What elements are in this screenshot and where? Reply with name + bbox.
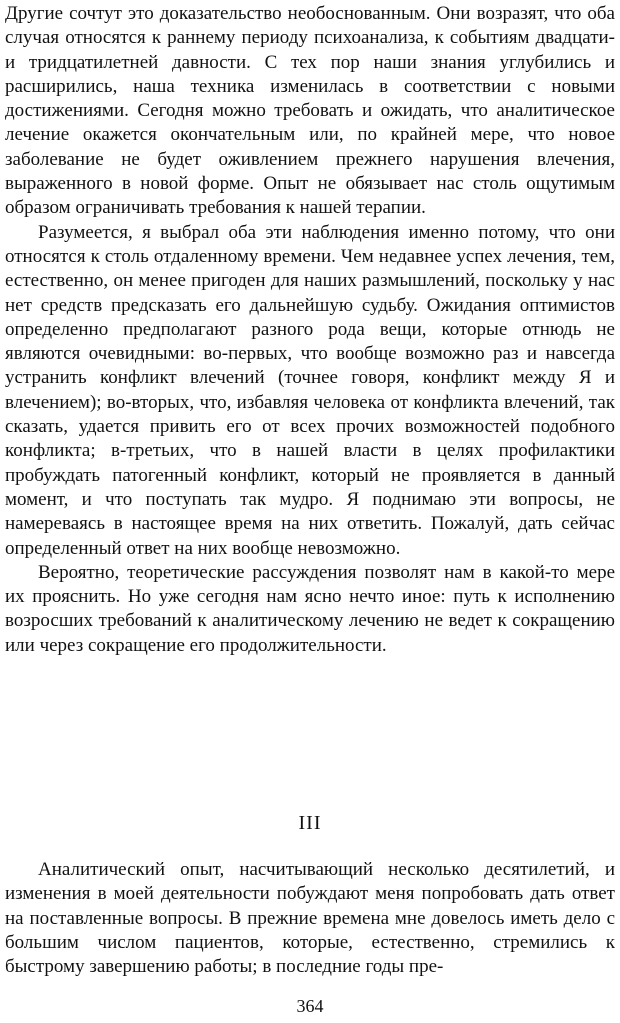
paragraph-3: Вероятно, теоретические рассуждения позволят нам в какой-то мере их прояснить. Но уже сегодня нам ясно нечто иное: путь к исполнению возросших требований к аналитическому лечению не ведет к сокращению или через сокращение его продолжительности. [5, 561, 615, 656]
text-block-top [5, 2, 615, 658]
paragraph-4: Аналитический опыт, насчитывающий несколько десятилетий, и изменения в моей деятельности побуждают меня попробовать дать ответ на поставленные вопросы. В прежние времена мне довелось иметь дело с большим числом пациентов, которые, естественно, стремились к быстрому завершению работы; в последние годы пре- [5, 859, 615, 978]
text-block-bottom [5, 858, 615, 979]
section-heading: III [298, 812, 322, 834]
paragraph-1: Другие сочтут это доказательство необоснованным. Они возразят, что оба случая относятся к раннему периоду психоанализа, к событиям двадцати- и тридцатилетней давности. С тех пор наши знания углубились и расширились, наша техника изменилась в соответствии с новыми достижениями. Сегодня можно требовать и ожидать, что аналитическое лечение окажется окончательным или, по крайней мере, что новое заболевание не будет оживлением прежнего нарушения влечения, выраженного в новой форме. Опыт не обязывает нас столь ощутимым образом ограничивать требования к нашей терапии. [5, 3, 615, 219]
paragraph-2: Разумеется, я выбрал оба эти наблюдения именно потому, что они относятся к столь отдаленному времени. Чем недавнее успех лечения, тем, естественно, он менее пригоден для наших размышлений, поскольку у нас нет средств предсказать его дальнейшую судьбу. Ожидания оптимистов определенно предполагают разного рода вещи, которые отнюдь не являются очевидными: во-первых, что вообще возможно раз и навсегда устранить конфликт влечений (точнее говоря, конфликт между Я и влечением); во-вторых, что, избавляя человека от конфликта влечений, так сказать, удается привить его от всех прочих возможностей подобного конфликта; в-третьих, что в нашей власти в целях профилактики пробуждать патогенный конфликт, который не проявляется в данный момент, и что поступать так мудро. Я поднимаю эти вопросы, не намереваясь в настоящее время на них ответить. Пожалуй, дать сейчас определенный ответ на них вообще невозможно. [5, 221, 615, 559]
page-number: 364 [296, 996, 324, 1016]
